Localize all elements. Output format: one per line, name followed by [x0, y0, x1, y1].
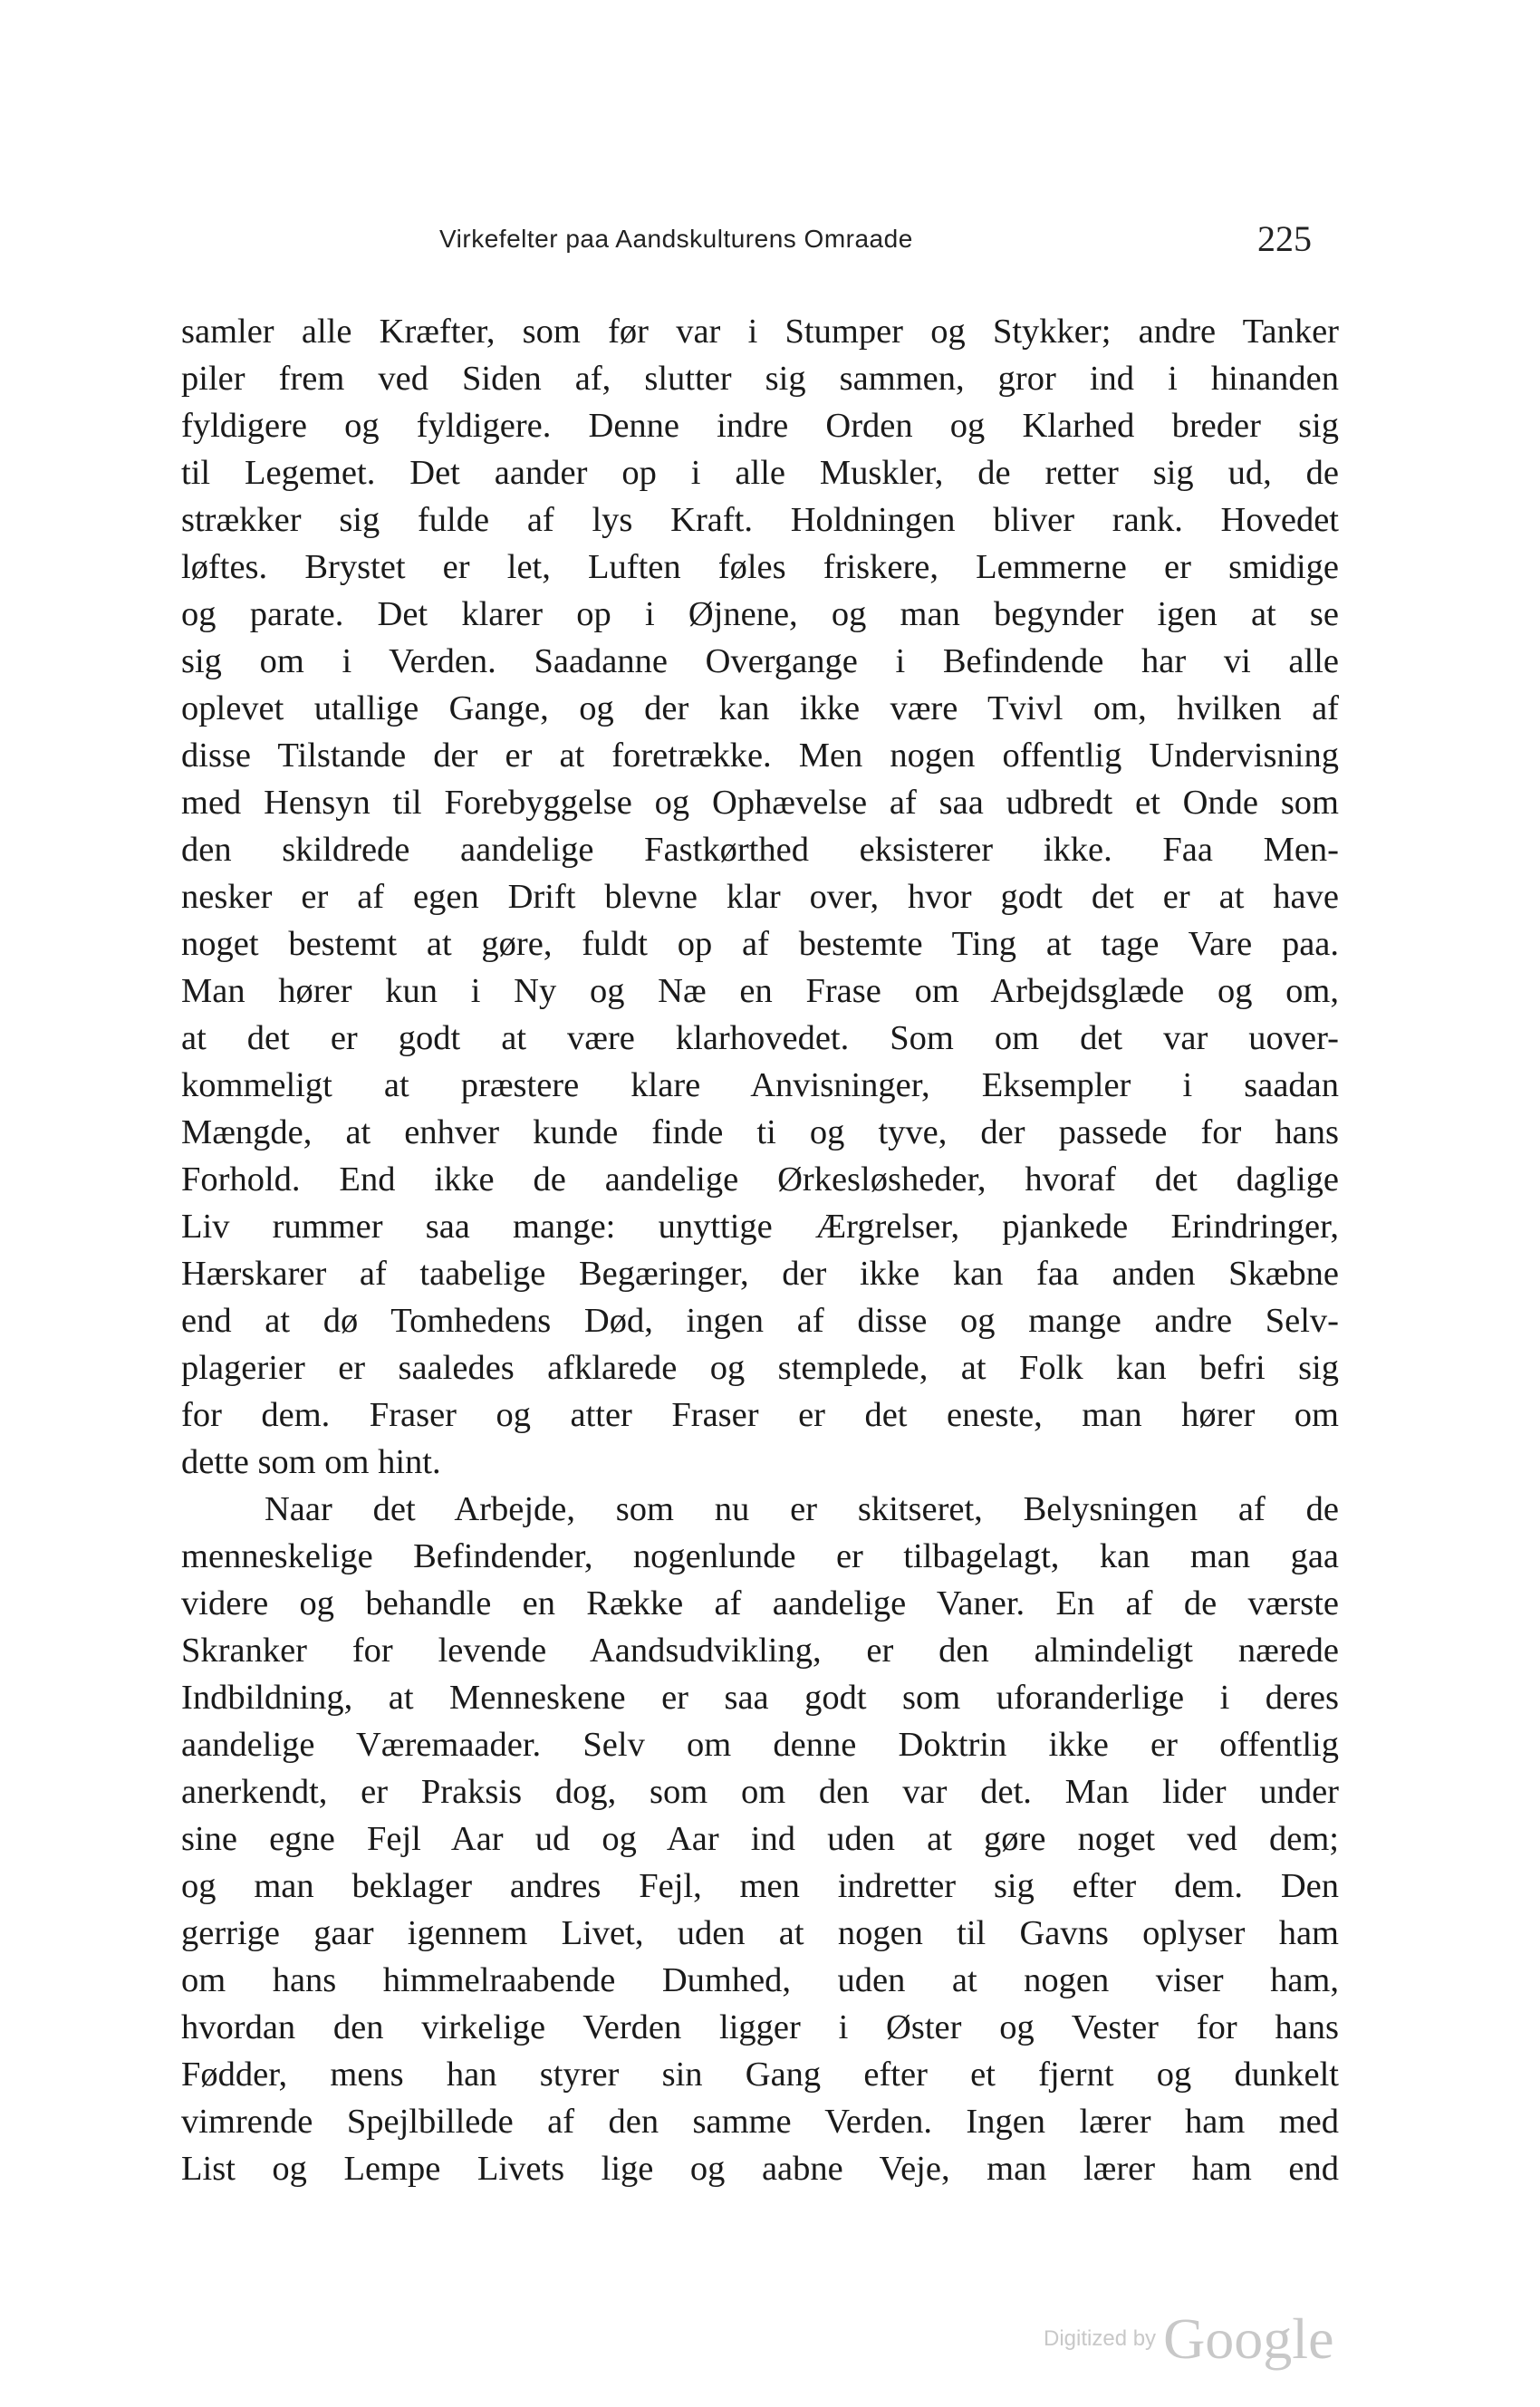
text-line: nesker er af egen Drift blevne klar over, hvor godt det er at have [181, 878, 1339, 916]
text-line: Skranker for levende Aandsudvikling, er den almindeligt nærede [181, 1632, 1339, 1670]
text-line: List og Lempe Livets lige og aabne Veje, man lærer ham end [181, 2150, 1339, 2188]
text-line: disse Tilstande der er at foretrække. Men nogen offentlig Undervisning [181, 737, 1339, 775]
text-line: hvordan den virkelige Verden ligger i Øster og Vester for hans [181, 2008, 1339, 2046]
text-line: løftes. Brystet er let, Luften føles friskere, Lemmerne er smidige [181, 548, 1339, 586]
running-head: Virkefelter paa Aandskulturens Omraade [439, 225, 913, 253]
text-line: Fødder, mens han styrer sin Gang efter et fjernt og dunkelt [181, 2056, 1339, 2094]
text-line: den skildrede aandelige Fastkørthed eksisterer ikke. Faa Men- [181, 831, 1339, 869]
text-line: samler alle Kræfter, som før var i Stumper og Stykker; andre Tanker [181, 313, 1339, 351]
page-number: 225 [1257, 218, 1312, 259]
text-line: menneskelige Befindender, nogenlunde er tilbagelagt, kan man gaa [181, 1537, 1339, 1575]
body-text [181, 308, 1339, 2192]
text-line: aandelige Væremaader. Selv om denne Doktrin ikke er offentlig [181, 1726, 1339, 1764]
digitized-watermark [1044, 2306, 1333, 2373]
text-line: Indbildning, at Menneskene er saa godt som uforanderlige i deres [181, 1679, 1339, 1717]
text-line: strækker sig fulde af lys Kraft. Holdningen bliver rank. Hovedet [181, 501, 1339, 539]
text-line: gerrige gaar igennem Livet, uden at nogen til Gavns oplyser ham [181, 1914, 1339, 1952]
text-line: anerkendt, er Praksis dog, som om den var det. Man lider under [181, 1773, 1339, 1811]
text-line: med Hensyn til Forebyggelse og Ophævelse af saa udbredt et Onde som [181, 784, 1339, 822]
text-line: piler frem ved Siden af, slutter sig sammen, gror ind i hinanden [181, 360, 1339, 398]
text-line: Mængde, at enhver kunde finde ti og tyve, der passede for hans [181, 1113, 1339, 1151]
text-line: Man hører kun i Ny og Næ en Frase om Arbejdsglæde og om, [181, 972, 1339, 1010]
text-line: om hans himmelraabende Dumhed, uden at nogen viser ham, [181, 1961, 1339, 1999]
watermark-prefix: Digitized by [1044, 2326, 1157, 2351]
text-line: Liv rummer saa mange: unyttige Ærgrelser, pjankede Erindringer, [181, 1208, 1339, 1246]
text-line: for dem. Fraser og atter Fraser er det eneste, man hører om [181, 1396, 1339, 1434]
google-logo: Google [1163, 2306, 1334, 2371]
text-line: end at dø Tomhedens Død, ingen af disse og mange andre Selv- [181, 1302, 1339, 1340]
text-line: noget bestemt at gøre, fuldt op af bestemte Ting at tage Vare paa. [181, 925, 1339, 963]
text-line: til Legemet. Det aander op i alle Muskler, de retter sig ud, de [181, 454, 1339, 492]
text-line: og man beklager andres Fejl, men indretter sig efter dem. Den [181, 1867, 1339, 1905]
text-line: oplevet utallige Gange, og der kan ikke være Tvivl om, hvilken af [181, 689, 1339, 727]
text-line: kommeligt at præstere klare Anvisninger, Eksempler i saadan [181, 1066, 1339, 1104]
paragraph-start-line: Naar det Arbejde, som nu er skitseret, Belysningen af de [265, 1490, 1339, 1528]
text-line: sine egne Fejl Aar ud og Aar ind uden at gøre noget ved dem; [181, 1820, 1339, 1858]
paragraph-end-line: dette som om hint. [181, 1443, 441, 1481]
text-line: at det er godt at være klarhovedet. Som om det var uover- [181, 1019, 1339, 1057]
text-line: Forhold. End ikke de aandelige Ørkesløsheder, hvoraf det daglige [181, 1160, 1339, 1199]
text-line: sig om i Verden. Saadanne Overgange i Befindende har vi alle [181, 642, 1339, 680]
text-line: fyldigere og fyldigere. Denne indre Orden og Klarhed breder sig [181, 407, 1339, 445]
text-line: vimrende Spejlbillede af den samme Verden. Ingen lærer ham med [181, 2103, 1339, 2141]
text-line: og parate. Det klarer op i Øjnene, og man begynder igen at se [181, 595, 1339, 633]
text-line: videre og behandle en Række af aandelige Vaner. En af de værste [181, 1584, 1339, 1622]
text-line: plagerier er saaledes afklarede og stemplede, at Folk kan befri sig [181, 1349, 1339, 1387]
text-line: Hærskarer af taabelige Begæringer, der ikke kan faa anden Skæbne [181, 1255, 1339, 1293]
